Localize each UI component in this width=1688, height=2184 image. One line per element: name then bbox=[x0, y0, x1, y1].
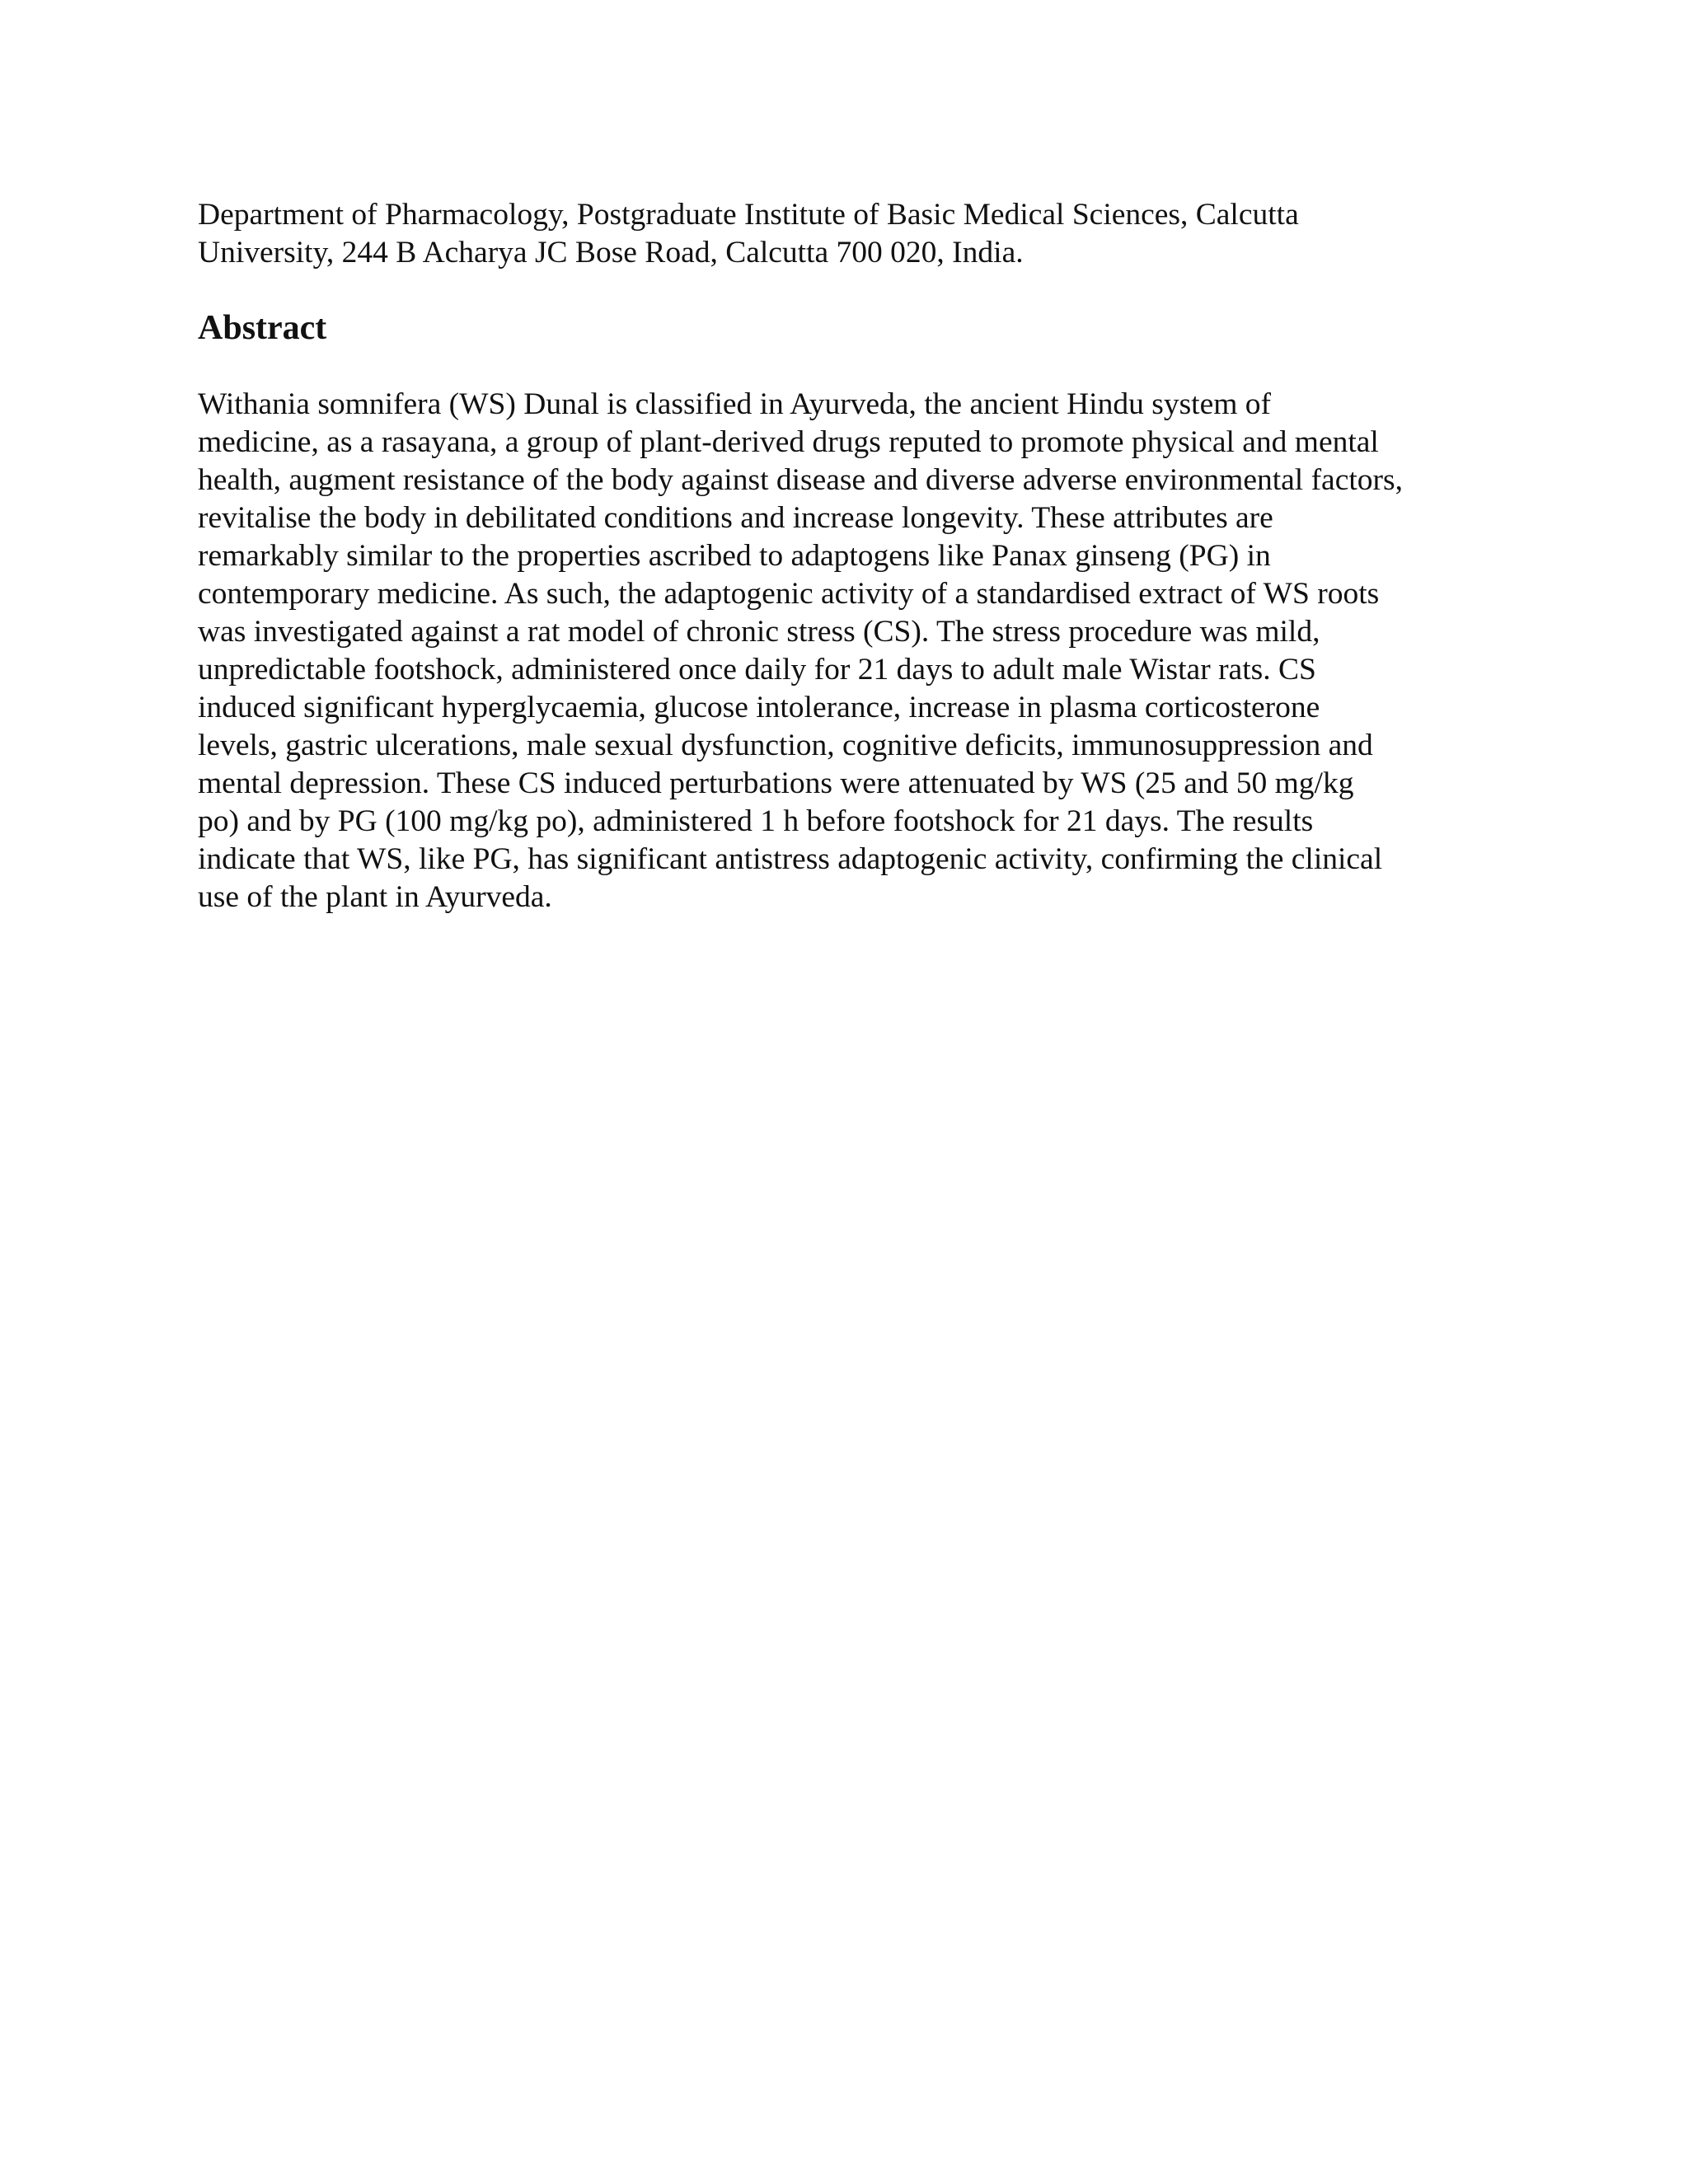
abstract-line: health, augment resistance of the body against disease and diverse adverse environmental factors, bbox=[198, 463, 1403, 497]
abstract-line: was investigated against a rat model of chronic stress (CS). The stress procedure was mild, bbox=[198, 615, 1320, 649]
abstract-line: po) and by PG (100 mg/kg po), administered 1 h before footshock for 21 days. The results bbox=[198, 804, 1314, 838]
abstract-line: use of the plant in Ayurveda. bbox=[198, 880, 552, 914]
author-affiliation bbox=[198, 196, 1484, 272]
document-page bbox=[198, 196, 1484, 916]
abstract-line: mental depression. These CS induced perturbations were attenuated by WS (25 and 50 mg/kg bbox=[198, 766, 1354, 800]
abstract-line: Withania somnifera (WS) Dunal is classified in Ayurveda, the ancient Hindu system of bbox=[198, 387, 1272, 421]
abstract-line: revitalise the body in debilitated conditions and increase longevity. These attributes are bbox=[198, 501, 1273, 535]
abstract-line: medicine, as a rasayana, a group of plant-derived drugs reputed to promote physical and mental bbox=[198, 425, 1379, 459]
abstract-line: contemporary medicine. As such, the adaptogenic activity of a standardised extract of WS roots bbox=[198, 577, 1380, 611]
abstract-body bbox=[198, 386, 1484, 916]
abstract-line: indicate that WS, like PG, has significant antistress adaptogenic activity, confirming the clinical bbox=[198, 842, 1383, 876]
affiliation-line: Department of Pharmacology, Postgraduate Institute of Basic Medical Sciences, Calcutta bbox=[198, 198, 1299, 232]
abstract-line: remarkably similar to the properties ascribed to adaptogens like Panax ginseng (PG) in bbox=[198, 539, 1271, 573]
abstract-line: levels, gastric ulcerations, male sexual dysfunction, cognitive deficits, immunosuppression and bbox=[198, 729, 1373, 762]
affiliation-line: University, 244 B Acharya JC Bose Road, Calcutta 700 020, India. bbox=[198, 236, 1024, 269]
abstract-line: induced significant hyperglycaemia, glucose intolerance, increase in plasma corticosterone bbox=[198, 691, 1320, 724]
abstract-line: unpredictable footshock, administered once daily for 21 days to adult male Wistar rats. CS bbox=[198, 653, 1316, 687]
abstract-heading: Abstract bbox=[198, 309, 327, 347]
